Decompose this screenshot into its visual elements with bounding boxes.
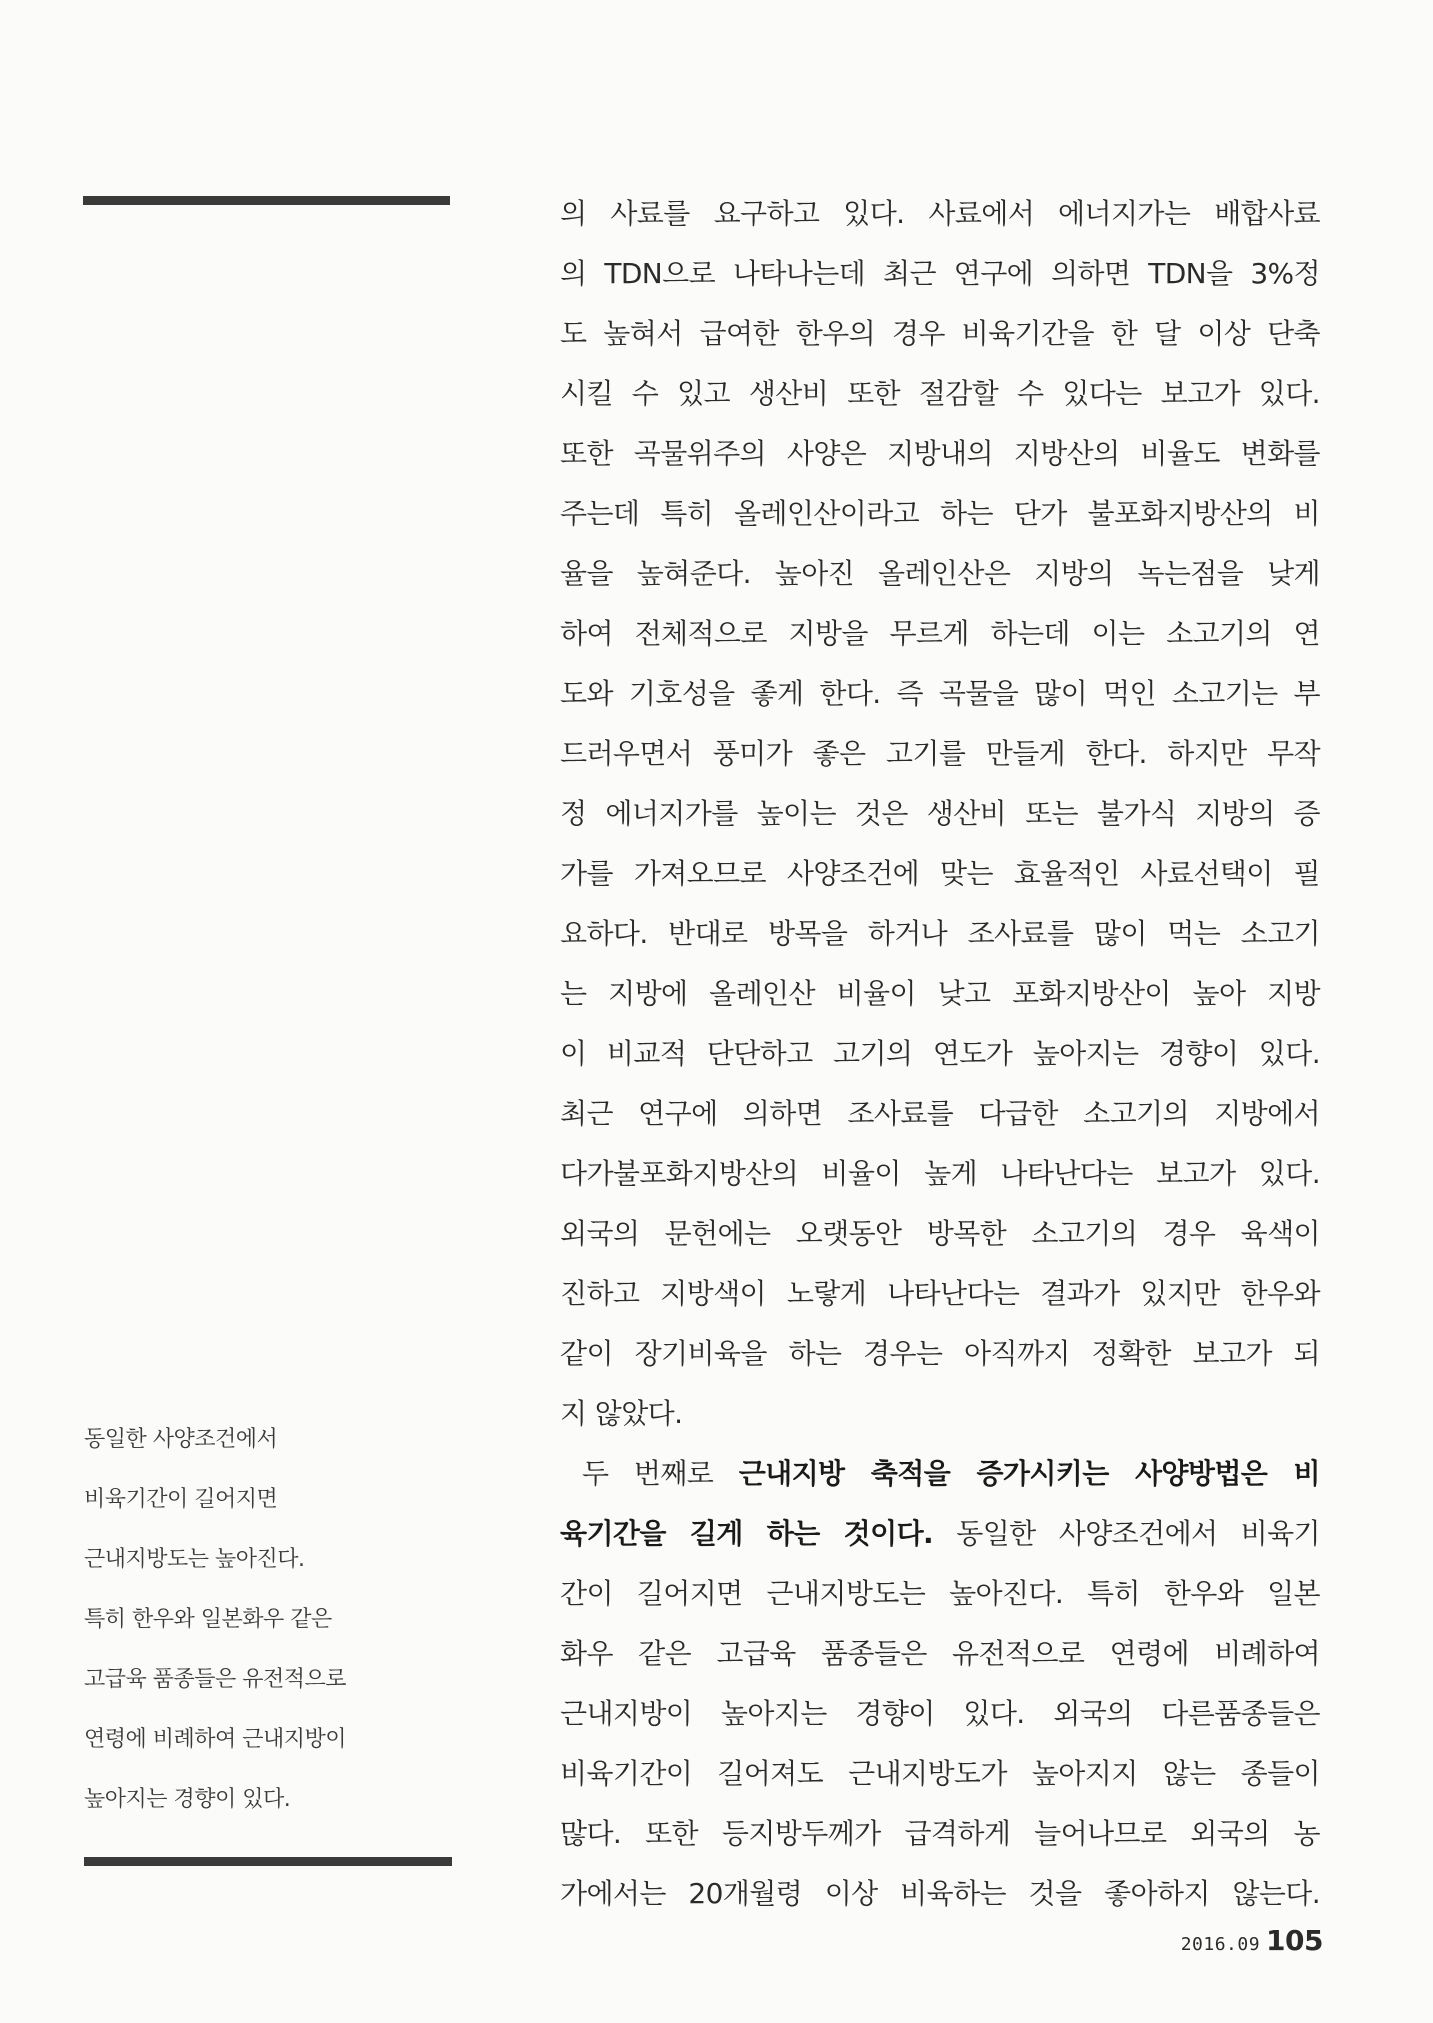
emphasis-text: 근내지방 축적을 증가시키는 사양방법은 비 bbox=[738, 1457, 1320, 1490]
sidebar-line: 비육기간이 길어지면 bbox=[84, 1487, 278, 1512]
body-line: 의 사료를 요구하고 있다. 사료에서 에너지가는 배합사료 bbox=[560, 197, 1320, 230]
body-line: 다가불포화지방산의 비율이 높게 나타난다는 보고가 있다. bbox=[560, 1157, 1320, 1190]
body-line: 가를 가져오므로 사양조건에 맞는 효율적인 사료선택이 필 bbox=[560, 857, 1320, 890]
sidebar-line: 근내지방도는 높아진다. bbox=[84, 1547, 305, 1572]
body-line: 주는데 특히 올레인산이라고 하는 단가 불포화지방산의 비 bbox=[560, 497, 1320, 530]
body-line: 시킬 수 있고 생산비 또한 절감할 수 있다는 보고가 있다. bbox=[560, 377, 1320, 410]
body-line: 드러우면서 풍미가 좋은 고기를 만들게 한다. 하지만 무작 bbox=[560, 737, 1320, 770]
body-text-column bbox=[560, 184, 1320, 1924]
body-line: 최근 연구에 의하면 조사료를 다급한 소고기의 지방에서 bbox=[560, 1097, 1320, 1130]
body-line: 요하다. 반대로 방목을 하거나 조사료를 많이 먹는 소고기 bbox=[560, 917, 1320, 950]
body-line: 이 비교적 단단하고 고기의 연도가 높아지는 경향이 있다. bbox=[560, 1037, 1320, 1070]
paragraph2-line bbox=[560, 1504, 1320, 1564]
sidebar-line: 고급육 품종들은 유전적으로 bbox=[84, 1667, 347, 1692]
sidebar-line: 특히 한우와 일본화우 같은 bbox=[84, 1607, 332, 1632]
paragraph2-line: 가에서는 20개월령 이상 비육하는 것을 좋아하지 않는다. bbox=[560, 1877, 1320, 1910]
body-line: 또한 곡물위주의 사양은 지방내의 지방산의 비율도 변화를 bbox=[560, 437, 1320, 470]
body-line: 하여 전체적으로 지방을 무르게 하는데 이는 소고기의 연 bbox=[560, 617, 1320, 650]
body-line: 도 높혀서 급여한 한우의 경우 비육기간을 한 달 이상 단축 bbox=[560, 317, 1320, 350]
page-folio bbox=[1181, 1924, 1323, 1957]
sidebar-line: 동일한 사양조건에서 bbox=[84, 1427, 278, 1452]
paragraph2-line: 간이 길어지면 근내지방도는 높아진다. 특히 한우와 일본 bbox=[560, 1577, 1320, 1610]
body-line: 정 에너지가를 높이는 것은 생산비 또는 불가식 지방의 증 bbox=[560, 797, 1320, 830]
page-number: 105 bbox=[1266, 1924, 1323, 1957]
body-line: 같이 장기비육을 하는 경우는 아직까지 정확한 보고가 되 bbox=[560, 1337, 1320, 1370]
sidebar-top-rule bbox=[83, 196, 450, 205]
issue-date: 2016.09 bbox=[1180, 1934, 1261, 1955]
paragraph2-text: 동일한 사양조건에서 비육기 bbox=[933, 1517, 1320, 1550]
pull-quote-sidebar bbox=[84, 1410, 474, 1830]
sidebar-line: 높아지는 경향이 있다. bbox=[84, 1787, 291, 1812]
body-line: 외국의 문헌에는 오랫동안 방목한 소고기의 경우 육색이 bbox=[560, 1217, 1320, 1250]
paragraph2-line: 화우 같은 고급육 품종들은 유전적으로 연령에 비례하여 bbox=[560, 1637, 1320, 1670]
body-line: 진하고 지방색이 노랗게 나타난다는 결과가 있지만 한우와 bbox=[560, 1277, 1320, 1310]
paragraph2-line: 근내지방이 높아지는 경향이 있다. 외국의 다른품종들은 bbox=[560, 1697, 1320, 1730]
body-line: 는 지방에 올레인산 비율이 낮고 포화지방산이 높아 지방 bbox=[560, 977, 1320, 1010]
paragraph2-lead-text: 두 번째로 bbox=[582, 1457, 739, 1490]
body-line: 의 TDN으로 나타나는데 최근 연구에 의하면 TDN을 3%정 bbox=[560, 257, 1320, 290]
paragraph2-line bbox=[560, 1444, 1320, 1504]
paragraph2-line: 많다. 또한 등지방두께가 급격하게 늘어나므로 외국의 농 bbox=[560, 1817, 1320, 1850]
body-line: 율을 높혀준다. 높아진 올레인산은 지방의 녹는점을 낮게 bbox=[560, 557, 1320, 590]
sidebar-bottom-rule bbox=[84, 1857, 452, 1866]
body-line: 지 않았다. bbox=[560, 1397, 683, 1430]
emphasis-text: 육기간을 길게 하는 것이다. bbox=[560, 1517, 934, 1550]
sidebar-line: 연령에 비례하여 근내지방이 bbox=[84, 1727, 347, 1752]
body-line: 도와 기호성을 좋게 한다. 즉 곡물을 많이 먹인 소고기는 부 bbox=[560, 677, 1320, 710]
paragraph2-line: 비육기간이 길어져도 근내지방도가 높아지지 않는 종들이 bbox=[560, 1757, 1320, 1790]
